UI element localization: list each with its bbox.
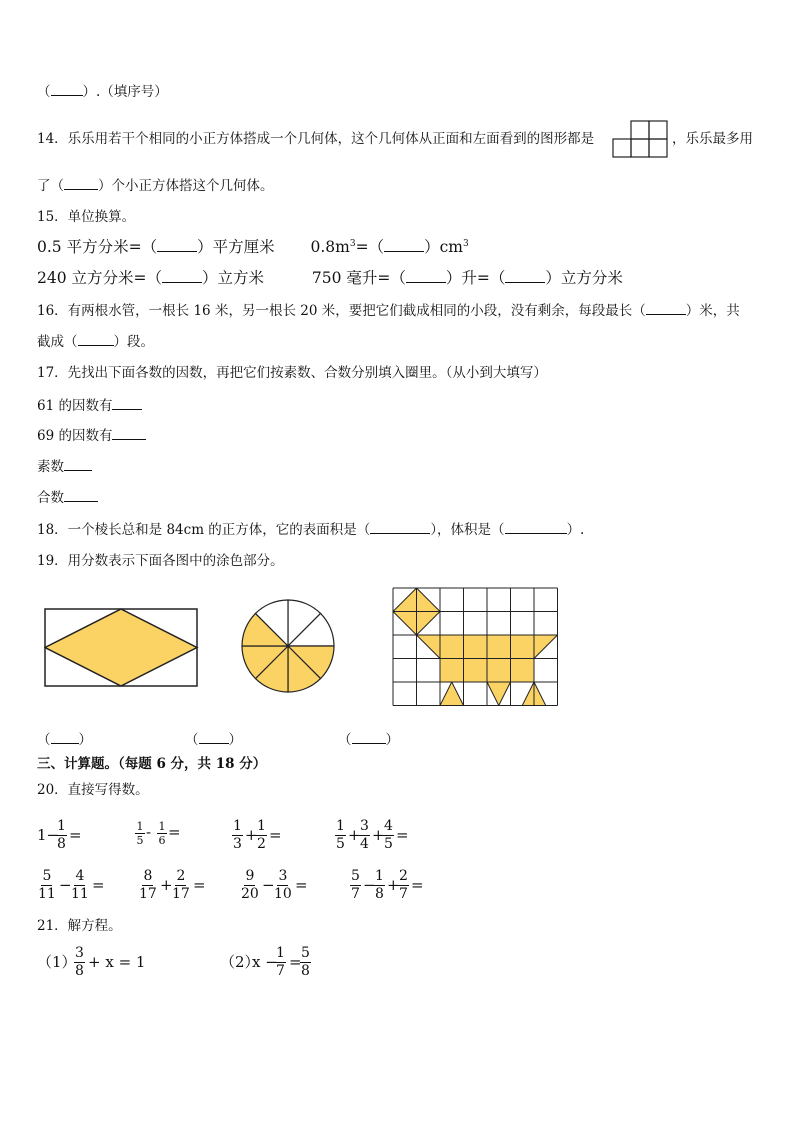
answer-blank[interactable] xyxy=(370,521,430,534)
denominator: 20 xyxy=(241,886,259,902)
numerator: 1 xyxy=(257,818,266,834)
denominator: 7 xyxy=(399,886,408,902)
answer-blank[interactable] xyxy=(384,239,424,252)
denominator: 8 xyxy=(57,836,66,852)
numerator: 1 xyxy=(136,820,144,833)
operator: + xyxy=(245,826,258,844)
answer-blank[interactable] xyxy=(162,270,202,283)
numerator: 1 xyxy=(57,818,66,834)
answer-blank[interactable] xyxy=(505,270,545,283)
shaded-region xyxy=(440,682,464,706)
answer-blank[interactable] xyxy=(406,270,446,283)
operator: − xyxy=(262,876,275,894)
answer-blank[interactable] xyxy=(352,731,386,744)
q19-figure-circle xyxy=(240,598,336,694)
operator: − xyxy=(59,876,72,894)
q17-title: 17．先找出下面各数的因数，再把它们按素数、合数分别填入圈里。（从小到大填写） xyxy=(37,365,547,381)
q17-factors-61: 61 的因数有 xyxy=(37,397,142,415)
fraction xyxy=(273,868,293,903)
answer-blank[interactable] xyxy=(51,731,79,744)
answer-blank[interactable] xyxy=(51,83,83,96)
section-3-title: 三、计算题。（每题 6 分，共 18 分） xyxy=(37,756,267,772)
answer-blank[interactable] xyxy=(505,521,567,534)
denominator: 5 xyxy=(336,836,345,852)
operator: = xyxy=(69,826,82,844)
operator: = xyxy=(295,876,308,894)
operator: - xyxy=(146,823,152,841)
fraction xyxy=(359,818,370,853)
answer-blank[interactable] xyxy=(646,302,686,315)
q15-row2: 240 立方分米=（ ）立方米 750 毫升=（ ）升=（ ）立方分米 xyxy=(37,269,623,287)
denominator: 5 xyxy=(136,834,144,847)
q16-line1: 16．有两根水管，一根长 16 米，另一根长 20 米，要把它们截成相同的小段，没有剩余，每段最长（ ）米，共 xyxy=(37,303,740,319)
q19-answer-1: （ ） xyxy=(37,732,92,748)
answer-blank[interactable] xyxy=(157,239,197,252)
q14-view-figure xyxy=(612,120,669,158)
q17-composites: 合数 xyxy=(37,489,98,507)
operator: （2） xyxy=(220,953,260,971)
denominator: 2 xyxy=(257,836,266,852)
answer-blank[interactable] xyxy=(78,333,114,346)
operator: + xyxy=(387,876,400,894)
q15-title: 15．单位换算。 xyxy=(37,209,136,225)
operator: − xyxy=(363,876,376,894)
answer-blank[interactable] xyxy=(64,177,98,190)
fraction xyxy=(171,868,191,903)
operator: （1） xyxy=(37,953,77,971)
numerator: 2 xyxy=(399,868,408,884)
q19-figure-grid xyxy=(392,587,560,708)
fraction xyxy=(56,818,67,853)
answer-blank[interactable] xyxy=(112,397,142,410)
numerator: 4 xyxy=(75,868,85,884)
numerator: 3 xyxy=(75,945,84,961)
numerator: 5 xyxy=(301,945,310,961)
fraction xyxy=(350,868,361,903)
operator: + xyxy=(372,826,385,844)
q19-title: 19．用分数表示下面各图中的涂色部分。 xyxy=(37,553,284,569)
numerator: 5 xyxy=(42,868,52,884)
operator: = xyxy=(411,876,424,894)
numerator: 2 xyxy=(176,868,186,884)
operator: = xyxy=(168,823,181,841)
operator: + x = 1 xyxy=(88,953,146,971)
fraction xyxy=(374,868,385,903)
denominator: 8 xyxy=(75,963,84,979)
operator: + xyxy=(160,876,173,894)
fraction xyxy=(275,945,286,980)
fraction xyxy=(232,818,243,853)
numerator: 8 xyxy=(143,868,153,884)
q21-title: 21．解方程。 xyxy=(37,918,122,934)
q19-answer-3: （ ） xyxy=(338,732,399,748)
numerator: 1 xyxy=(158,820,166,833)
denominator: 8 xyxy=(301,963,310,979)
fraction xyxy=(398,868,409,903)
numerator: 4 xyxy=(384,818,393,834)
q18-line: 18．一个棱长总和是 84cm 的正方体，它的表面积是（ ），体积是（ ）. xyxy=(37,522,585,538)
fraction xyxy=(335,818,346,853)
fraction xyxy=(300,945,311,980)
q19-figure-rhombus xyxy=(44,608,200,688)
q15-row1: 0.5 平方分米=（ ）平方厘米 $0.8m^3=$（ ）$cm^3$ xyxy=(37,238,469,256)
numerator: 1 xyxy=(336,818,345,834)
q14-line1-tail: ，乐乐最多用 xyxy=(672,131,753,147)
operator: = xyxy=(396,826,409,844)
q19-answer-2: （ ） xyxy=(185,732,242,748)
operator: + xyxy=(348,826,361,844)
q17-primes: 素数 xyxy=(37,458,92,476)
q16-line2: 截成（ ）段。 xyxy=(37,334,154,350)
denominator: 4 xyxy=(360,836,369,852)
fraction xyxy=(74,945,85,980)
answer-blank[interactable] xyxy=(199,731,229,744)
fraction xyxy=(70,868,90,903)
denominator: 11 xyxy=(71,886,89,902)
fraction xyxy=(37,868,57,903)
operator: x − xyxy=(252,953,278,971)
denominator: 17 xyxy=(139,886,157,902)
fraction xyxy=(157,820,167,847)
answer-blank[interactable] xyxy=(112,427,146,440)
operator: = xyxy=(289,953,302,971)
operator: 1− xyxy=(37,826,60,844)
denominator: 10 xyxy=(274,886,292,902)
denominator: 11 xyxy=(38,886,56,902)
numerator: 3 xyxy=(278,868,288,884)
denominator: 7 xyxy=(276,963,285,979)
numerator: 9 xyxy=(245,868,255,884)
numerator: 5 xyxy=(351,868,360,884)
shaded-region xyxy=(487,682,511,706)
fraction xyxy=(240,868,260,903)
q17-factors-69: 69 的因数有 xyxy=(37,427,146,445)
q13-answer-line: （ ）.（填序号） xyxy=(37,84,168,100)
operator: = xyxy=(92,876,105,894)
fraction xyxy=(256,818,267,853)
numerator: 1 xyxy=(375,868,384,884)
denominator: 3 xyxy=(233,836,242,852)
answer-blank[interactable] xyxy=(64,458,92,471)
q14-line2: 了（ ）个小正方体搭这个几何体。 xyxy=(37,178,274,194)
denominator: 8 xyxy=(375,886,384,902)
denominator: 17 xyxy=(172,886,190,902)
numerator: 3 xyxy=(360,818,369,834)
fraction xyxy=(383,818,394,853)
operator: = xyxy=(193,876,206,894)
denominator: 5 xyxy=(384,836,393,852)
operator: = xyxy=(269,826,282,844)
numerator: 1 xyxy=(276,945,285,961)
fraction xyxy=(135,820,145,847)
denominator: 6 xyxy=(158,834,166,847)
answer-blank[interactable] xyxy=(64,489,98,502)
fraction xyxy=(138,868,158,903)
denominator: 7 xyxy=(351,886,360,902)
q20-title: 20．直接写得数。 xyxy=(37,782,149,798)
numerator: 1 xyxy=(233,818,242,834)
q14-line1: 14．乐乐用若干个相同的小正方体搭成一个几何体，这个几何体从正面和左面看到的图形都是 xyxy=(37,131,595,147)
